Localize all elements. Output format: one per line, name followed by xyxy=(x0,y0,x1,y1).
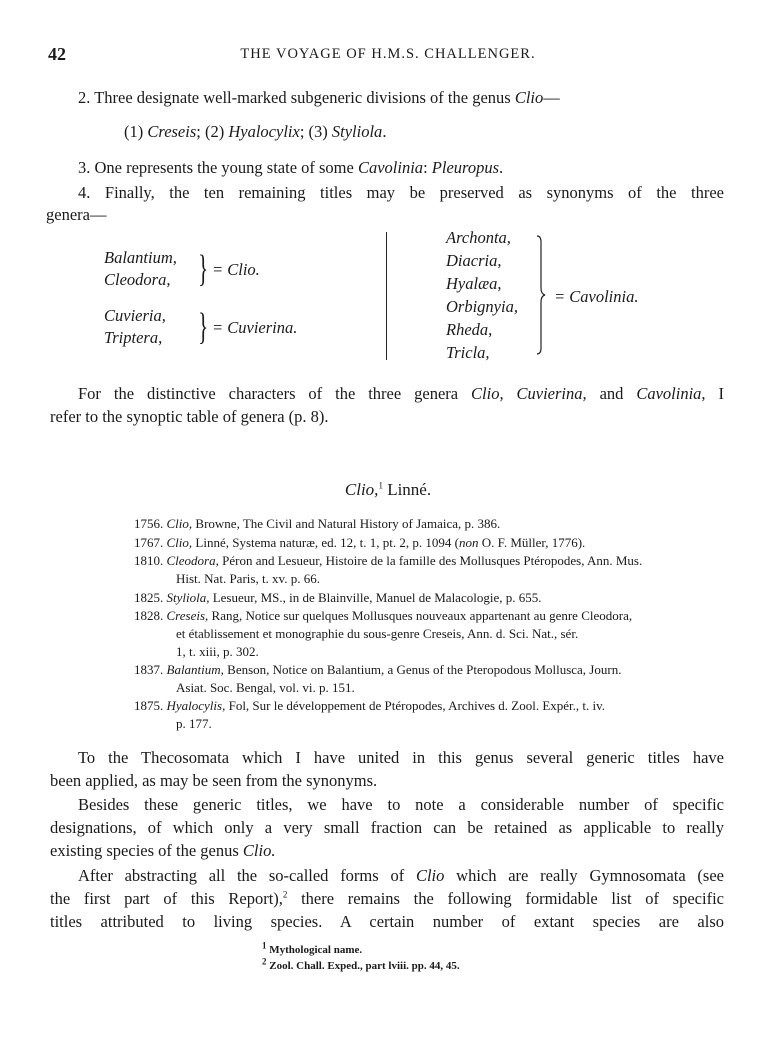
synonymy-1825: 1825. Styliola, Lesueur, MS., in de Blainville, Manuel de Malacologie, p. 655. xyxy=(134,590,542,605)
brace-cavolinia xyxy=(536,234,546,356)
body-p2-line2: designations, of which only a very small fraction can be retained as applicable to really xyxy=(50,818,724,837)
synonymy-1828: 1828. Creseis, Rang, Notice sur quelques Mollusques nouveaux appartenant au genre Cleodora, xyxy=(134,608,633,623)
body-p1-line1: To the Thecosomata which I have united in this genus several generic titles have xyxy=(78,748,724,767)
page-number: 42 xyxy=(48,44,66,64)
synonymy-1875: 1875. Hyalocylis, Fol, Sur le développement de Ptéropodes, Archives d. Zool. Expér., t. iv. xyxy=(134,698,606,713)
synonymy-1756: 1756. Clio, Browne, The Civil and Natural History of Jamaica, p. 386. xyxy=(134,516,501,531)
target-cavolinia: = Cavolinia. xyxy=(554,287,639,306)
synonymy-1810-cont: Hist. Nat. Paris, t. xv. p. 66. xyxy=(176,571,320,586)
syn-cleodora: Cleodora, xyxy=(104,270,171,289)
syn-cuvieria: Cuvieria, xyxy=(104,306,166,325)
syn-balantium: Balantium, xyxy=(104,248,177,267)
syn-orbignyia: Orbignyia, xyxy=(446,297,518,316)
synonymy-1810: 1810. Cleodora, Péron and Lesueur, Histoire de la famille des Mollusques Ptéropodes, Ann. Mus. xyxy=(134,553,643,568)
syn-archonta: Archonta, xyxy=(446,228,511,247)
para-genera-line2: refer to the synoptic table of genera (p. 8). xyxy=(50,407,329,426)
synonymy-1837-cont: Asiat. Soc. Bengal, vol. vi. p. 151. xyxy=(176,680,355,695)
synonymy-1828-cont2: 1, t. xiii, p. 302. xyxy=(176,644,259,659)
body-p3-line2: the first part of this Report),$^2$ there remains the following formidable list of specific xyxy=(50,889,724,908)
item-4-line1: 4. Finally, the ten remaining titles may be preserved as synonyms of the three xyxy=(78,183,724,202)
syn-triptera: Triptera, xyxy=(104,328,163,347)
footnote-1: $^1$ Mythological name. xyxy=(262,940,363,956)
target-clio: = Clio. xyxy=(212,260,260,279)
synonymy-1828-cont: et établissement et monographie du sous-genre Creseis, Ann. d. Sci. Nat., sér. xyxy=(176,626,579,641)
item-4-line2: genera— xyxy=(46,205,107,224)
brace-clio: } xyxy=(198,248,209,290)
footnote-2: $^2$ Zool. Chall. Exped., part lviii. pp. 44, 45. xyxy=(262,956,460,972)
section-heading: Clio,$^1$ Linné. xyxy=(344,480,432,499)
body-p1-line2: been applied, as may be seen from the synonyms. xyxy=(50,771,378,790)
syn-rheda: Rheda, xyxy=(446,320,493,339)
body-p2-line3: existing species of the genus Clio. xyxy=(50,841,276,860)
target-cuvierina: = Cuvierina. xyxy=(212,318,298,337)
syn-hyalaea: Hyalæa, xyxy=(446,274,502,293)
synonymy-1837: 1837. Balantium, Benson, Notice on Balantium, a Genus of the Pteropodous Mollusca, Journ. xyxy=(134,662,622,677)
column-divider xyxy=(386,232,387,360)
item-3: 3. One represents the young state of some Cavolinia: Pleuropus. xyxy=(78,158,504,177)
brace-cuvierina: } xyxy=(198,306,209,348)
body-p3-line1: After abstracting all the so-called forms of Clio which are really Gymnosomata (see xyxy=(78,866,724,885)
subgeneric-list: (1) Creseis; (2) Hyalocylix; (3) Styliola. xyxy=(124,122,387,141)
body-p3-line3: titles attributed to living species. A certain number of extant species are also xyxy=(50,912,724,931)
body-p2-line1: Besides these generic titles, we have to note a considerable number of specific xyxy=(78,795,724,814)
running-title: THE VOYAGE OF H.M.S. CHALLENGER. xyxy=(240,46,536,62)
synonymy-1875-cont: p. 177. xyxy=(176,716,212,731)
syn-diacria: Diacria, xyxy=(446,251,502,270)
syn-tricla: Tricla, xyxy=(446,343,490,362)
synonymy-1767: 1767. Clio, Linné, Systema naturæ, ed. 12, t. 1, pt. 2, p. 1094 (non O. F. Müller, 1776). xyxy=(134,535,586,550)
item-2: 2. Three designate well-marked subgeneric divisions of the genus Clio— xyxy=(78,88,560,107)
para-genera-line1: For the distinctive characters of the three genera Clio, Cuvierina, and Cavolinia, I xyxy=(78,384,724,403)
